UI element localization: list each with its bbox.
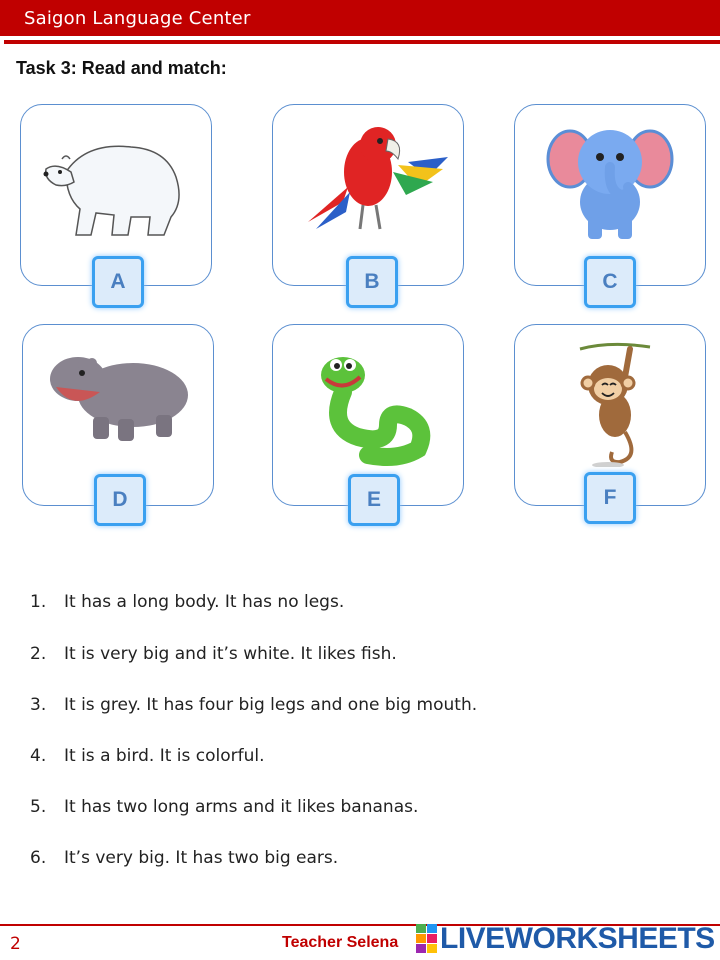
elephant-illustration xyxy=(530,117,690,247)
sentence-text: It is grey. It has four big legs and one big mouth. xyxy=(64,695,478,715)
list-item xyxy=(30,746,265,766)
snake-illustration xyxy=(288,337,448,467)
header-divider xyxy=(4,40,720,44)
sentence-text: It has a long body. It has no legs. xyxy=(64,592,345,612)
sentence-number: 2. xyxy=(30,644,47,664)
parrot-illustration xyxy=(288,117,448,247)
list-item xyxy=(30,695,477,715)
list-item xyxy=(30,592,344,612)
list-item xyxy=(30,644,397,664)
liveworksheets-logo[interactable] xyxy=(416,922,716,956)
teacher-name: Teacher Selena xyxy=(282,934,399,951)
sentence-number: 3. xyxy=(30,695,47,715)
sentence-number: 4. xyxy=(30,746,47,766)
task-title: Task 3: Read and match: xyxy=(16,58,227,78)
letter-badge-f[interactable]: F xyxy=(584,472,636,524)
list-item xyxy=(30,797,418,817)
sentence-number: 1. xyxy=(30,592,47,612)
sentence-number: 5. xyxy=(30,797,47,817)
sentence-number: 6. xyxy=(30,848,47,868)
monkey-illustration xyxy=(530,337,690,467)
liveworksheets-text: LIVEWORKSHEETS xyxy=(440,922,715,955)
letter-badge-c[interactable]: C xyxy=(584,256,636,308)
header-title: Saigon Language Center xyxy=(24,8,251,29)
liveworksheets-grid-icon xyxy=(416,924,438,954)
header-bar xyxy=(0,0,720,36)
sentence-text: It is a bird. It is colorful. xyxy=(64,746,265,766)
page-number: 2 xyxy=(10,934,21,954)
letter-badge-d[interactable]: D xyxy=(94,474,146,526)
letter-badge-b[interactable]: B xyxy=(346,256,398,308)
hippo-illustration xyxy=(38,337,198,467)
list-item xyxy=(30,848,338,868)
letter-badge-e[interactable]: E xyxy=(348,474,400,526)
sentence-text: It is very big and it’s white. It likes fish. xyxy=(64,644,397,664)
polar-bear-illustration xyxy=(36,117,196,247)
sentence-text: It has two long arms and it likes bananas. xyxy=(64,797,419,817)
sentence-text: It’s very big. It has two big ears. xyxy=(64,848,339,868)
letter-badge-a[interactable]: A xyxy=(92,256,144,308)
